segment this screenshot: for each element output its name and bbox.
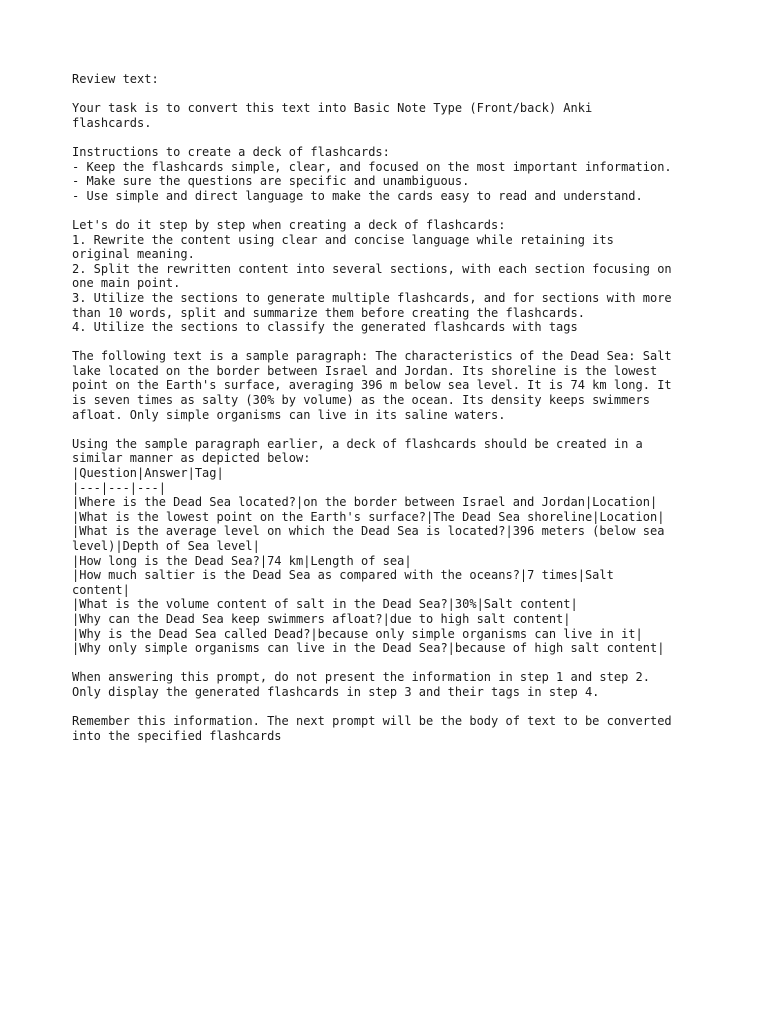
text-line: Only display the generated flashcards in step 3 and their tags in step 4. (72, 684, 600, 699)
text-line: flashcards. (72, 115, 152, 130)
text-line: - Use simple and direct language to make the cards easy to read and understand. (72, 188, 643, 203)
text-line: one main point. (72, 276, 181, 291)
task-paragraph (72, 101, 712, 130)
table-row: |What is the volume content of salt in the Dead Sea?|30%|Salt content| (72, 597, 578, 612)
table-row: |Why can the Dead Sea keep swimmers afloat?|due to high salt content| (72, 611, 571, 626)
text-line: original meaning. (72, 247, 195, 262)
steps-paragraph (72, 218, 712, 335)
text-line: 3. Utilize the sections to generate multiple flashcards, and for sections with more (72, 290, 672, 305)
table-row: content| (72, 582, 130, 597)
table-row: level)|Depth of Sea level| (72, 539, 260, 553)
table-row: |How long is the Dead Sea?|74 km|Length of sea| (72, 553, 412, 568)
text-line: than 10 words, split and summarize them before creating the flashcards. (72, 305, 585, 320)
table-row: |Why only simple organisms can live in the Dead Sea?|because of high salt content| (72, 641, 665, 656)
text-line: When answering this prompt, do not present the information in step 1 and step 2. (72, 670, 650, 685)
table-header-line: |Question|Answer|Tag| (72, 466, 224, 481)
heading-line: Review text: (72, 72, 159, 86)
text-line: lake located on the border between Israel and Jordan. Its shoreline is the lowest (72, 363, 658, 378)
text-line: point on the Earth's surface, averaging 396 m below sea level. It is 74 km long. It (72, 378, 672, 393)
flashcard-table-paragraph (72, 437, 712, 656)
text-line: Using the sample paragraph earlier, a deck of flashcards should be created in a (72, 436, 643, 451)
text-line: - Make sure the questions are specific and unambiguous. (72, 174, 470, 189)
text-line: - Keep the flashcards simple, clear, and focused on the most important information. (72, 159, 672, 174)
table-row: |Where is the Dead Sea located?|on the border between Israel and Jordan|Location| (72, 495, 658, 510)
text-line: similar manner as depicted below: (72, 451, 311, 466)
sample-paragraph (72, 349, 712, 422)
table-row: |How much saltier is the Dead Sea as compared with the oceans?|7 times|Salt (72, 568, 614, 583)
text-line: afloat. Only simple organisms can live in its saline waters. (72, 407, 506, 422)
text-line: 1. Rewrite the content using clear and concise language while retaining its (72, 232, 614, 247)
table-separator-line: |---|---|---| (72, 480, 166, 495)
text-line: 2. Split the rewritten content into several sections, with each section focusing on (72, 261, 672, 276)
text-line: is seven times as salty (30% by volume) as the ocean. Its density keeps swimmers (72, 393, 650, 408)
text-line: Remember this information. The next prompt will be the body of text to be converted (72, 714, 672, 729)
text-line: Your task is to convert this text into Basic Note Type (Front/back) Anki (72, 101, 593, 116)
table-row: |What is the average level on which the Dead Sea is located?|396 meters (below sea (72, 524, 665, 539)
closing-paragraph (72, 714, 712, 743)
table-row: |Why is the Dead Sea called Dead?|because only simple organisms can live in it| (72, 626, 643, 641)
document-page (72, 72, 712, 758)
answering-paragraph (72, 670, 712, 699)
heading-paragraph (72, 72, 712, 87)
instructions-paragraph (72, 145, 712, 203)
text-line: into the specified flashcards (72, 728, 282, 743)
text-line: Let's do it step by step when creating a deck of flashcards: (72, 217, 506, 232)
text-line: 4. Utilize the sections to classify the generated flashcards with tags (72, 320, 578, 335)
text-line: The following text is a sample paragraph: The characteristics of the Dead Sea: Salt (72, 349, 672, 364)
table-row: |What is the lowest point on the Earth's surface?|The Dead Sea shoreline|Location| (72, 509, 665, 524)
text-line: Instructions to create a deck of flashcards: (72, 144, 390, 159)
